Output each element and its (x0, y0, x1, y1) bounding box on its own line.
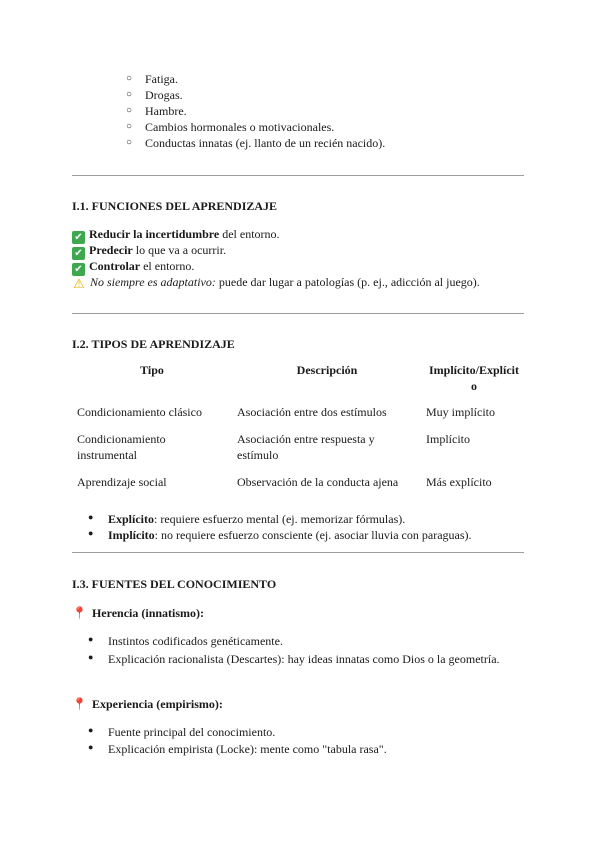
function-item: ✔ Controlar el entorno. (72, 259, 194, 276)
table-cell: Asociación entre respuesta y (237, 432, 375, 446)
function-item: ✔ Reducir la incertidumbre del entorno. (72, 227, 280, 244)
subheading-herencia: 📍 Herencia (innatismo): (72, 606, 205, 620)
table-header: Descripción (296, 363, 358, 377)
check-icon: ✔ (72, 263, 85, 276)
table-cell: Condicionamiento clásico (77, 405, 202, 419)
table-cell: Observación de la conducta ajena (237, 475, 399, 489)
section-heading: I.3. FUENTES DEL CONOCIMIENTO (72, 577, 277, 591)
table-cell: Aprendizaje social (77, 475, 167, 489)
section-divider (72, 552, 524, 553)
warning-note: ⚠ No siempre es adaptativo: puede dar lugar a patologías (p. ej., adicción al juego). (73, 275, 480, 292)
function-item: ✔ Predecir lo que va a ocurrir. (72, 243, 226, 260)
table-cell: Asociación entre dos estímulos (237, 405, 387, 419)
check-icon: ✔ (72, 231, 85, 244)
section-divider (72, 313, 524, 314)
table-cell: Condicionamiento (77, 432, 166, 446)
pin-icon: 📍 (72, 697, 87, 711)
table-cell: Más explícito (426, 475, 492, 489)
subheading-experiencia: 📍 Experiencia (empirismo): (72, 697, 223, 711)
table-cell: Implícito (426, 432, 470, 446)
warning-icon: ⚠ (73, 277, 85, 292)
section-heading: I.2. TIPOS DE APRENDIZAJE (72, 337, 235, 351)
section-divider (72, 175, 524, 176)
pin-icon: 📍 (72, 606, 87, 620)
table-cell: estímulo (237, 448, 279, 462)
table-cell: instrumental (77, 448, 137, 462)
section-heading: I.1. FUNCIONES DEL APRENDIZAJE (72, 199, 278, 213)
table-cell: Muy implícito (426, 405, 495, 419)
table-header: Implícito/Explícit (429, 363, 519, 377)
check-icon: ✔ (72, 247, 85, 260)
table-header: o (471, 379, 477, 393)
table-header: Tipo (140, 363, 164, 377)
